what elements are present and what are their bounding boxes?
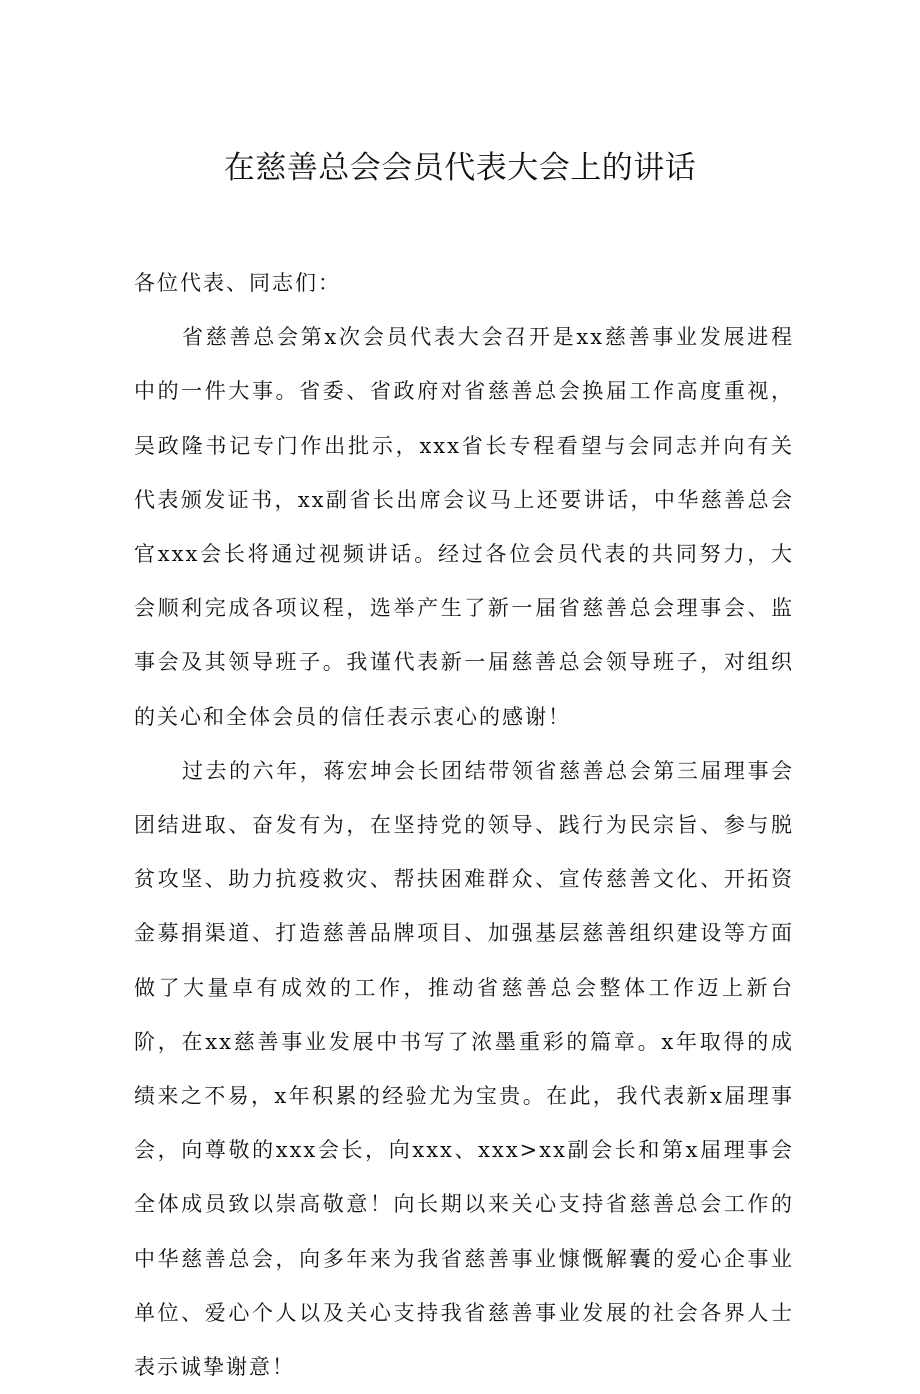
document-body xyxy=(134,256,794,1394)
salutation: 各位代表、同志们： xyxy=(134,271,341,295)
document-title: 在慈善总会会员代表大会上的讲话 xyxy=(223,150,697,186)
paragraph-1: 省慈善总会第x次会员代表大会召开是xx慈善事业发展进程中的一件大事。省委、省政府对省慈善总会换届工作高度重视，吴政隆书记专门作出批示，xxx省长专程看望与会同志并向有关代表颁发证书，xx副省长出席会议马上还要讲话，中华慈善总会官xxx会长将通过视频讲话。经过各位会员代表的共同努力，大会顺利完成各项议程，选举产生了新一届省慈善总会理事会、监事会及其领导班子。我谨代表新一届慈善总会领导班子，对组织的关心和全体会员的信任表示衷心的感谢！ xyxy=(134,325,794,729)
paragraph-2: 过去的六年，蒋宏坤会长团结带领省慈善总会第三届理事会团结进取、奋发有为，在坚持党的领导、践行为民宗旨、参与脱贫攻坚、助力抗疫救灾、帮扶困难群众、宣传慈善文化、开拓资金募捐渠道、打造慈善品牌项目、加强基层慈善组织建设等方面做了大量卓有成效的工作，推动省慈善总会整体工作迈上新台阶，在xx慈善事业发展中书写了浓墨重彩的篇章。x年取得的成绩来之不易，x年积累的经验尤为宝贵。在此，我代表新x届理事会，向尊敬的xxx会长，向xxx、xxx>xx副会长和第x届理事会全体成员致以崇高敬意！向长期以来关心支持省慈善总会工作的中华慈善总会，向多年来为我省慈善事业慷慨解囊的爱心企事业单位、爱心个人以及关心支持我省慈善事业发展的社会各界人士表示诚挚谢意！ xyxy=(134,758,794,1380)
